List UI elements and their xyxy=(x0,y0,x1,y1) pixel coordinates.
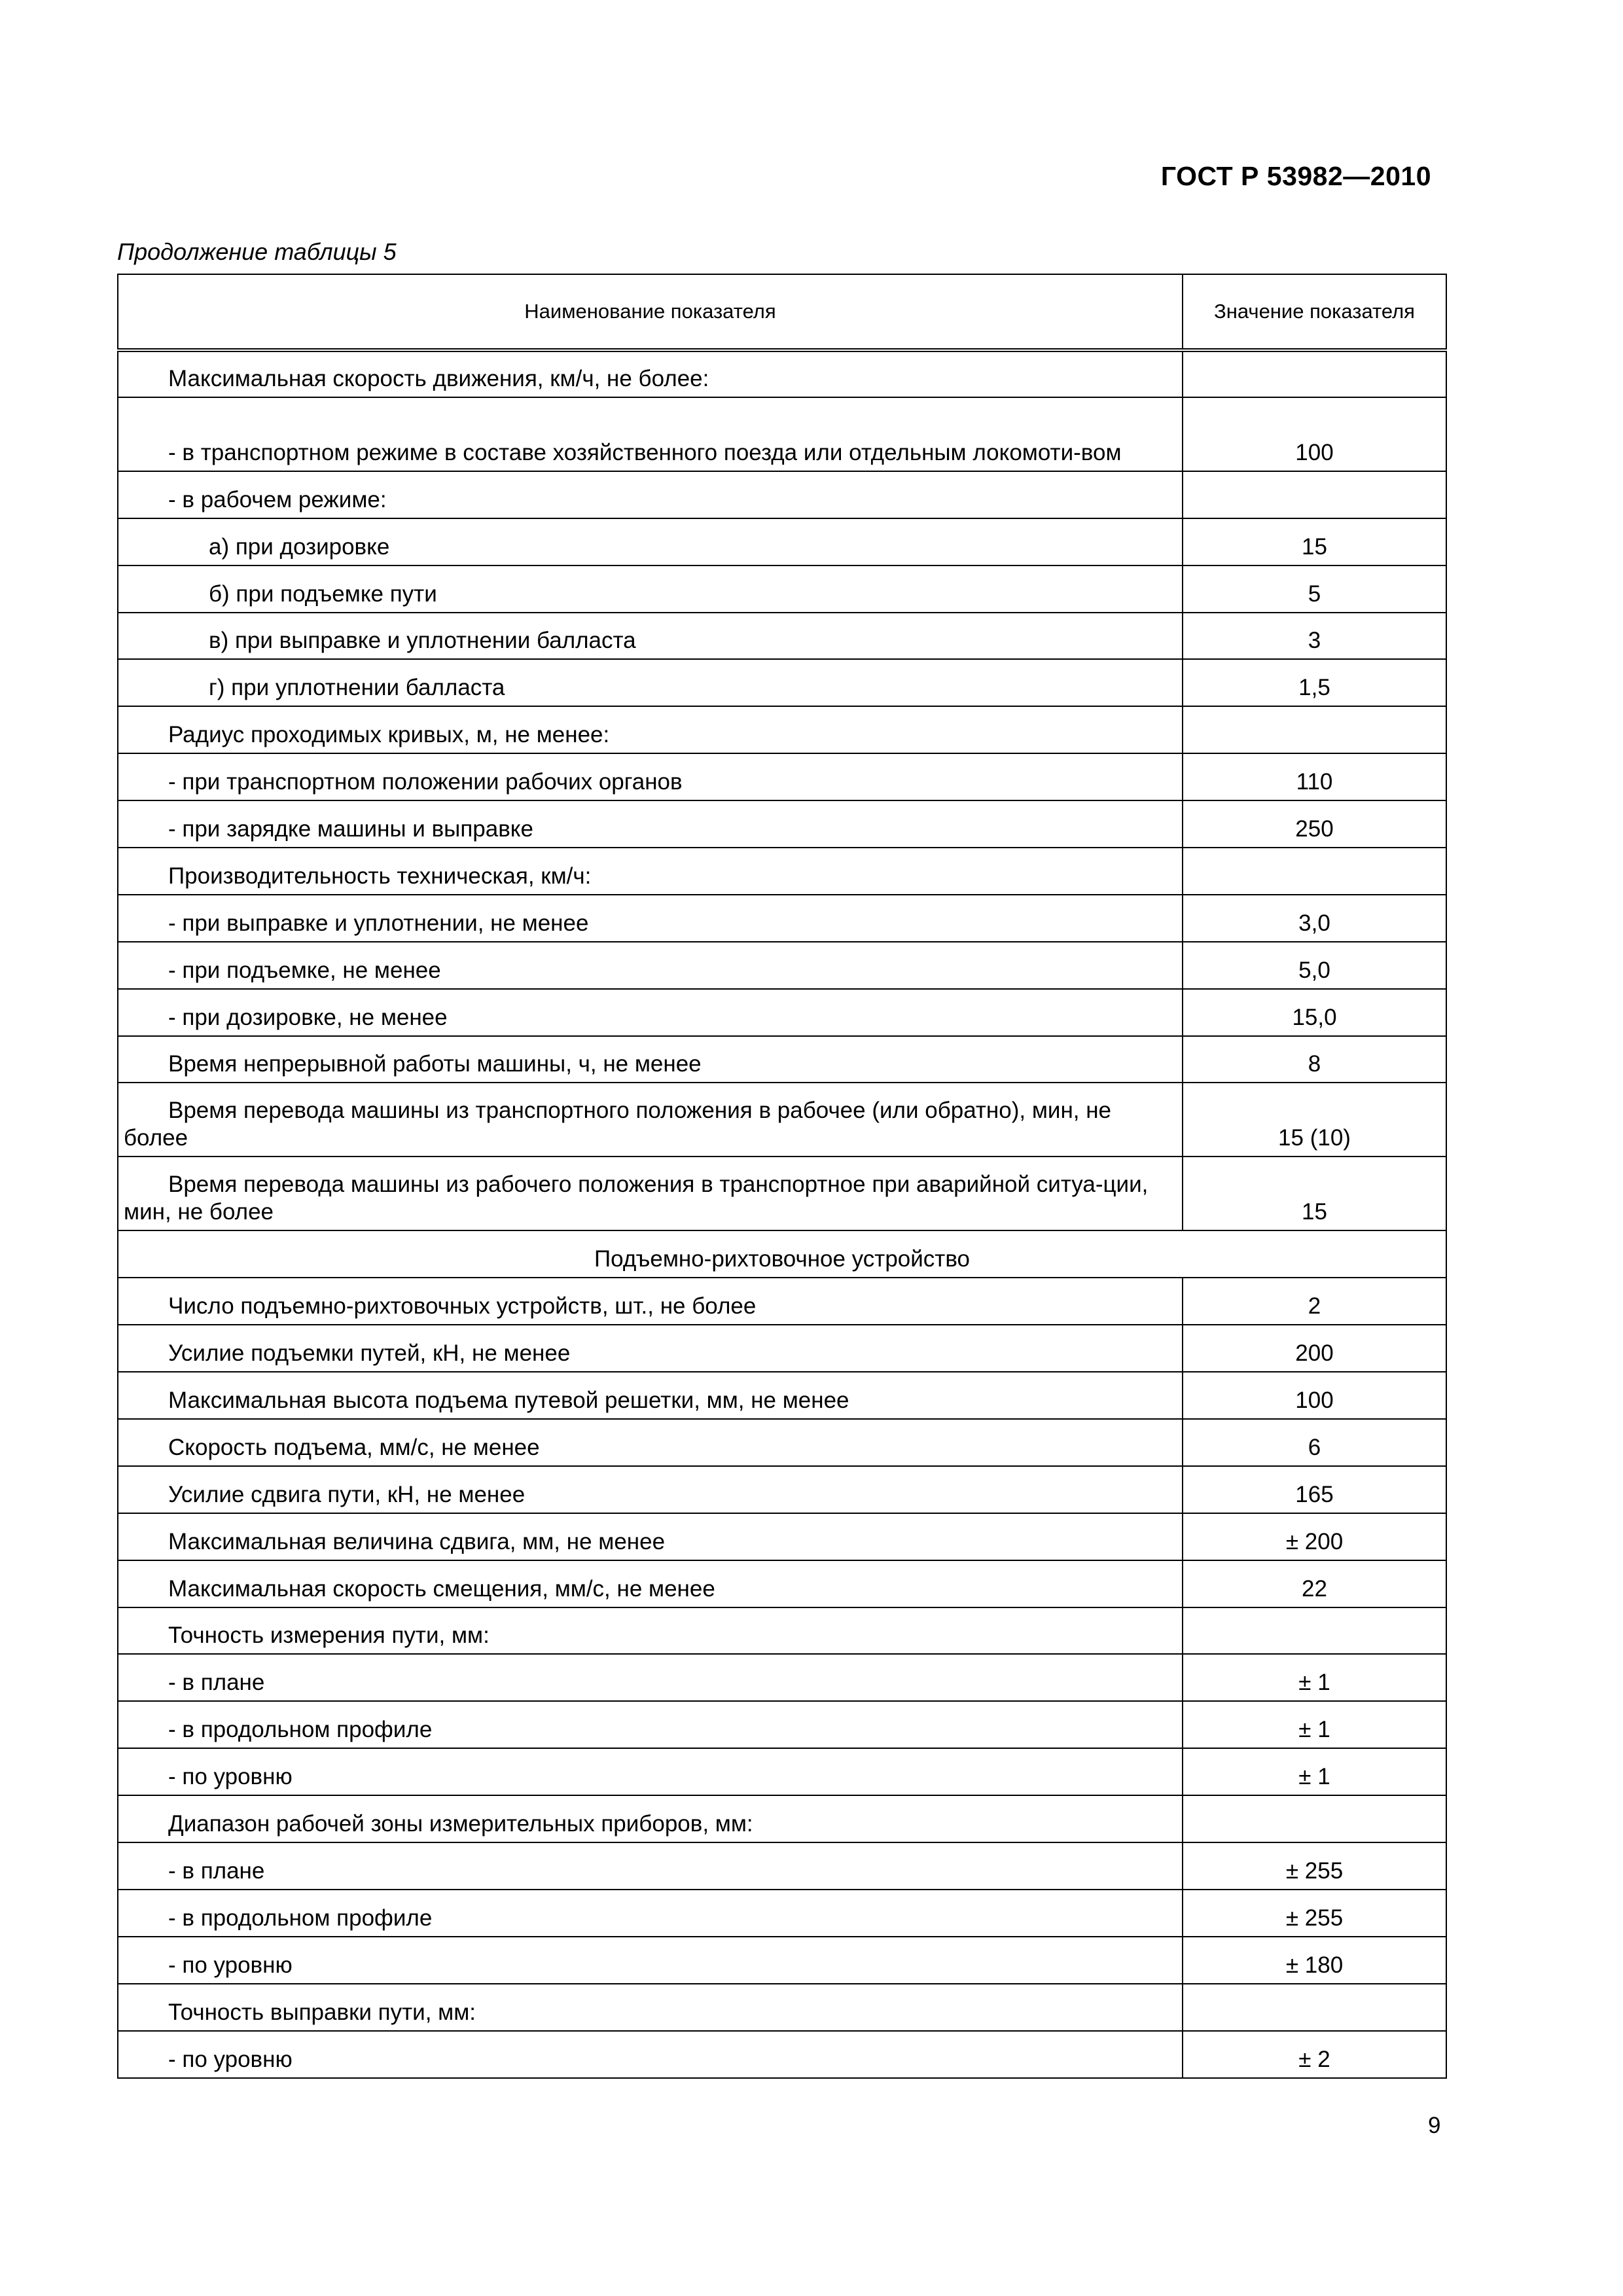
indicator-name: Усилие сдвига пути, кН, не менее xyxy=(118,1466,1183,1513)
indicator-value: ± 180 xyxy=(1183,1937,1446,1984)
indicator-name: - при транспортном положении рабочих органов xyxy=(118,753,1183,800)
table-row xyxy=(118,1036,1446,1083)
table-section-row xyxy=(118,1230,1446,1278)
table-row xyxy=(118,1278,1446,1325)
indicator-name: г) при уплотнении балласта xyxy=(118,659,1183,706)
indicator-name: - по уровню xyxy=(118,2031,1183,2078)
indicator-value: 2 xyxy=(1183,1278,1446,1325)
indicator-name: Время перевода машины из рабочего положения в транспортное при аварийной ситуа-ции, мин, не более xyxy=(118,1157,1183,1230)
table-row xyxy=(118,1513,1446,1560)
indicator-value: ± 1 xyxy=(1183,1701,1446,1748)
indicator-value xyxy=(1183,471,1446,518)
table-row xyxy=(118,1372,1446,1419)
indicator-value: 3,0 xyxy=(1183,895,1446,942)
indicator-value: 15,0 xyxy=(1183,989,1446,1036)
indicator-value: 22 xyxy=(1183,1560,1446,1607)
indicator-name: - в транспортном режиме в составе хозяйственного поезда или отдельным локомоти-вом xyxy=(118,397,1183,471)
table-row xyxy=(118,895,1446,942)
indicator-name: Скорость подъема, мм/с, не менее xyxy=(118,1419,1183,1466)
table-row xyxy=(118,1701,1446,1748)
indicator-value: 165 xyxy=(1183,1466,1446,1513)
table-row xyxy=(118,518,1446,565)
table-row xyxy=(118,848,1446,895)
indicator-value: ± 200 xyxy=(1183,1513,1446,1560)
table-row xyxy=(118,1560,1446,1607)
table-row xyxy=(118,1466,1446,1513)
indicator-name: а) при дозировке xyxy=(118,518,1183,565)
table-row xyxy=(118,1325,1446,1372)
table-row xyxy=(118,1890,1446,1937)
indicator-name: - в продольном профиле xyxy=(118,1890,1183,1937)
indicator-value xyxy=(1183,350,1446,397)
indicator-value xyxy=(1183,1607,1446,1655)
indicator-value xyxy=(1183,848,1446,895)
table-row xyxy=(118,1937,1446,1984)
indicator-name: - в плане xyxy=(118,1842,1183,1890)
indicator-name: - при зарядке машины и выправке xyxy=(118,800,1183,848)
indicator-name: - при выправке и уплотнении, не менее xyxy=(118,895,1183,942)
indicator-name: Диапазон рабочей зоны измерительных приборов, мм: xyxy=(118,1795,1183,1842)
indicator-value: 15 xyxy=(1183,518,1446,565)
table-row xyxy=(118,397,1446,471)
table-row xyxy=(118,1083,1446,1157)
indicator-name: - при дозировке, не менее xyxy=(118,989,1183,1036)
indicator-value: 5,0 xyxy=(1183,942,1446,989)
indicator-value: 8 xyxy=(1183,1036,1446,1083)
table-row xyxy=(118,753,1446,800)
table-row xyxy=(118,1842,1446,1890)
indicator-value: 110 xyxy=(1183,753,1446,800)
indicator-name: Максимальная скорость смещения, мм/с, не менее xyxy=(118,1560,1183,1607)
table-row xyxy=(118,1654,1446,1701)
indicator-name: - в рабочем режиме: xyxy=(118,471,1183,518)
indicator-name: б) при подъемке пути xyxy=(118,565,1183,613)
indicator-value: ± 2 xyxy=(1183,2031,1446,2078)
indicator-value: 6 xyxy=(1183,1419,1446,1466)
indicator-name: Радиус проходимых кривых, м, не менее: xyxy=(118,706,1183,753)
indicator-name: Максимальная величина сдвига, мм, не менее xyxy=(118,1513,1183,1560)
table-row xyxy=(118,471,1446,518)
indicator-value: 3 xyxy=(1183,613,1446,660)
indicator-value: ± 255 xyxy=(1183,1842,1446,1890)
table-row xyxy=(118,350,1446,397)
indicator-value: 15 (10) xyxy=(1183,1083,1446,1157)
table-row xyxy=(118,565,1446,613)
specification-table xyxy=(117,274,1447,2079)
table-row xyxy=(118,1157,1446,1230)
indicator-value xyxy=(1183,706,1446,753)
table-header-row xyxy=(118,274,1446,350)
indicator-name: Максимальная скорость движения, км/ч, не более: xyxy=(118,350,1183,397)
indicator-name: - в плане xyxy=(118,1654,1183,1701)
column-header-name: Наименование показателя xyxy=(118,274,1183,350)
indicator-name: - по уровню xyxy=(118,1937,1183,1984)
indicator-name: Число подъемно-рихтовочных устройств, шт., не более xyxy=(118,1278,1183,1325)
table-body xyxy=(118,350,1446,2078)
table-caption: Продолжение таблицы 5 xyxy=(117,238,397,265)
table-row xyxy=(118,1795,1446,1842)
table-row xyxy=(118,1607,1446,1655)
indicator-value xyxy=(1183,1795,1446,1842)
indicator-name: в) при выправке и уплотнении балласта xyxy=(118,613,1183,660)
indicator-name: - при подъемке, не менее xyxy=(118,942,1183,989)
indicator-value: 200 xyxy=(1183,1325,1446,1372)
indicator-name: Время перевода машины из транспортного положения в рабочее (или обратно), мин, не более xyxy=(118,1083,1183,1157)
table-row xyxy=(118,659,1446,706)
indicator-name: Время непрерывной работы машины, ч, не менее xyxy=(118,1036,1183,1083)
table-row xyxy=(118,1748,1446,1795)
indicator-name: - по уровню xyxy=(118,1748,1183,1795)
document-header: ГОСТ Р 53982—2010 xyxy=(1160,161,1431,191)
indicator-name: Производительность техническая, км/ч: xyxy=(118,848,1183,895)
indicator-name: - в продольном профиле xyxy=(118,1701,1183,1748)
indicator-name: Усилие подъемки путей, кН, не менее xyxy=(118,1325,1183,1372)
indicator-value: 5 xyxy=(1183,565,1446,613)
indicator-name: Максимальная высота подъема путевой решетки, мм, не менее xyxy=(118,1372,1183,1419)
table-row xyxy=(118,989,1446,1036)
indicator-value: ± 1 xyxy=(1183,1748,1446,1795)
indicator-name: Точность выправки пути, мм: xyxy=(118,1984,1183,2031)
indicator-value: 100 xyxy=(1183,1372,1446,1419)
table-row xyxy=(118,942,1446,989)
indicator-value: 15 xyxy=(1183,1157,1446,1230)
indicator-value: ± 1 xyxy=(1183,1654,1446,1701)
indicator-value: 100 xyxy=(1183,397,1446,471)
indicator-name: Точность измерения пути, мм: xyxy=(118,1607,1183,1655)
indicator-value: 1,5 xyxy=(1183,659,1446,706)
table-row xyxy=(118,2031,1446,2078)
indicator-value xyxy=(1183,1984,1446,2031)
table-row xyxy=(118,1984,1446,2031)
table-row xyxy=(118,613,1446,660)
indicator-value: 250 xyxy=(1183,800,1446,848)
table-row xyxy=(118,800,1446,848)
page-number: 9 xyxy=(1428,2113,1441,2138)
section-title: Подъемно-рихтовочное устройство xyxy=(118,1230,1446,1278)
indicator-value: ± 255 xyxy=(1183,1890,1446,1937)
table-row xyxy=(118,706,1446,753)
column-header-value: Значение показателя xyxy=(1183,274,1446,350)
table-row xyxy=(118,1419,1446,1466)
